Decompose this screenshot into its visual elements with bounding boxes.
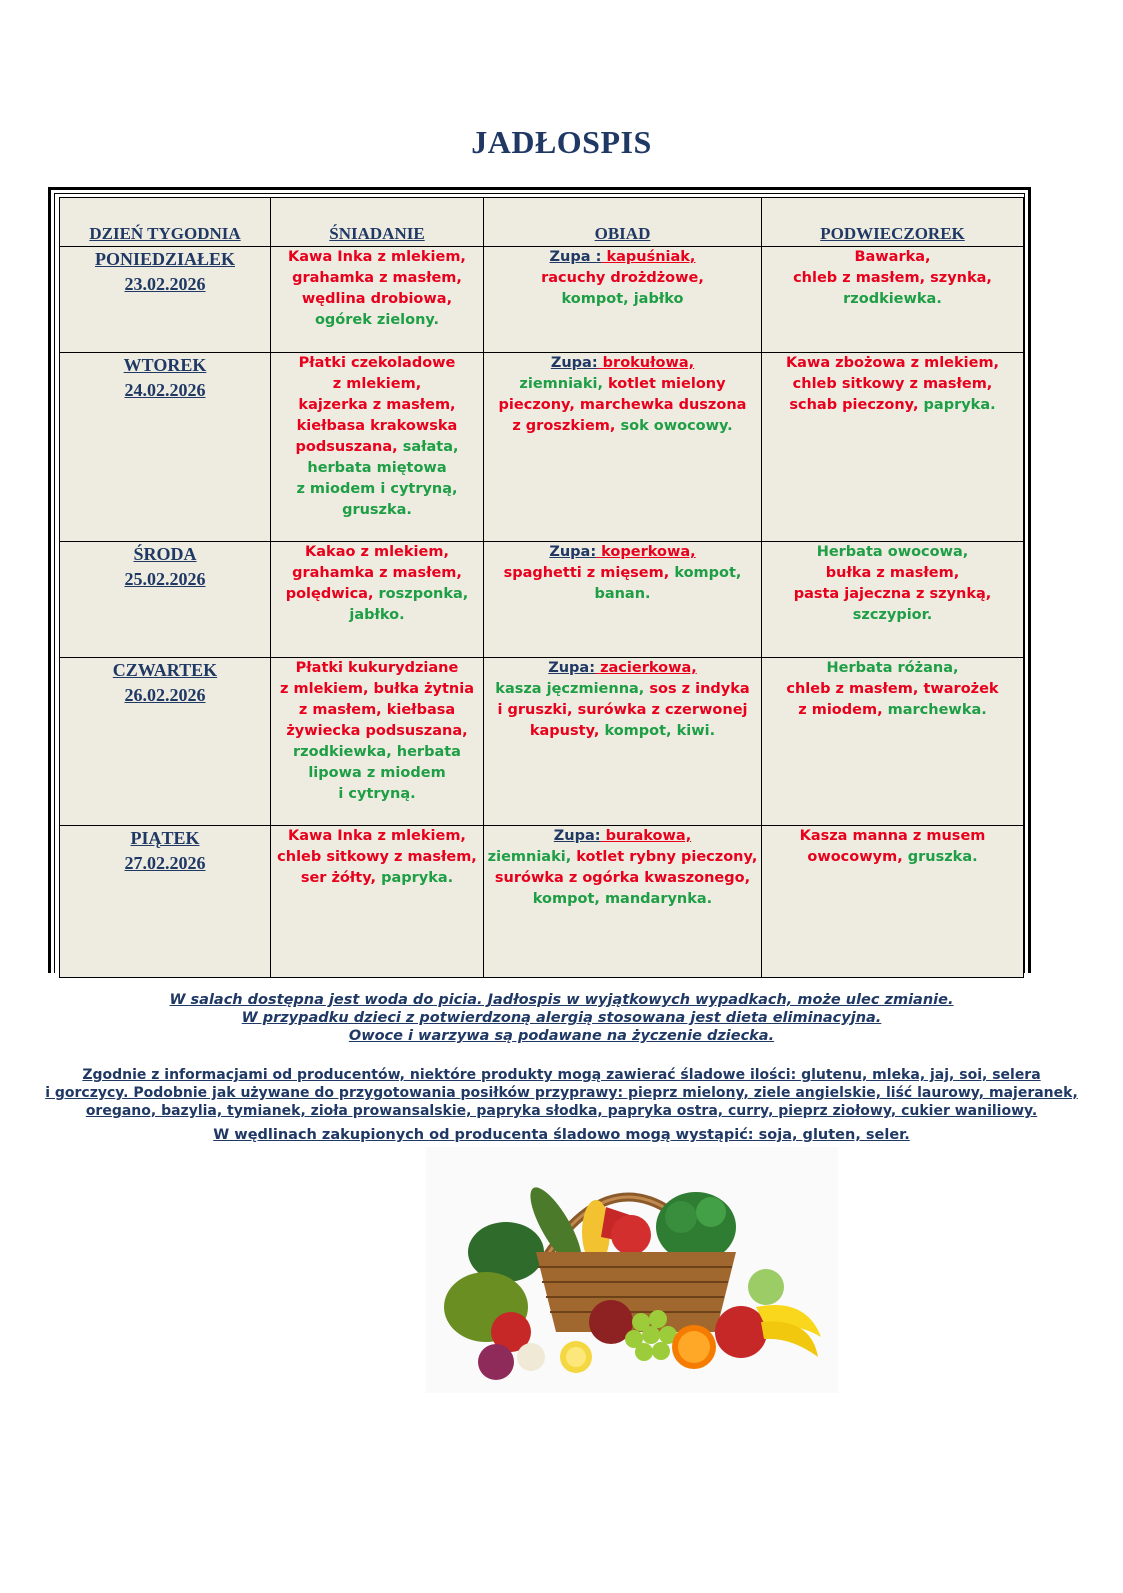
- meal-line: podsuszana,: [295, 439, 398, 455]
- snack-cell: [762, 826, 1024, 978]
- meal-line: z mlekiem,: [332, 376, 422, 392]
- meal-line: kompot,: [669, 565, 742, 581]
- meal-line: chleb sitkowy z masłem,: [277, 849, 477, 865]
- table-row: [60, 247, 1024, 353]
- meal-line: ogórek zielony.: [314, 312, 440, 328]
- meal-line: twarożek: [918, 681, 999, 697]
- meal-line: sos z indyka: [644, 681, 750, 697]
- meal-line: kapusty,: [529, 723, 600, 739]
- fruit-note: Owoce i warzywa są podawane na życzenie dziecka.: [348, 1028, 775, 1044]
- allergy-note: W przypadku dzieci z potwierdzoną alergią stosowana jest dieta eliminacyjna.: [241, 1010, 882, 1026]
- day-name: ŚRODA: [133, 544, 197, 564]
- meal-line: grahamka z masłem,: [292, 565, 462, 581]
- meal-line: Herbata różana,: [826, 660, 959, 676]
- meal-line: schab pieczony,: [789, 397, 919, 413]
- day-cell: [60, 826, 271, 978]
- day-date: 25.02.2026: [124, 569, 206, 589]
- meal-line: rzodkiewka.: [843, 291, 942, 307]
- meal-line: spaghetti z mięsem,: [503, 565, 670, 581]
- lunch-cell: [484, 353, 762, 542]
- water-note: W salach dostępna jest woda do picia. Jadłospis w wyjątkowych wypadkach, może ulec zmianie.: [169, 992, 954, 1008]
- day-cell: [60, 353, 271, 542]
- meal-line: gruszka.: [902, 849, 978, 865]
- meal-line: z groszkiem,: [512, 418, 616, 434]
- meal-line: i cytryną.: [338, 786, 416, 802]
- meal-line: kiełbasa krakowska: [296, 418, 458, 434]
- breakfast-cell: [271, 542, 484, 658]
- lunch-cell: [484, 247, 762, 353]
- meal-line: chleb z masłem,: [786, 681, 919, 697]
- snack-cell: [762, 542, 1024, 658]
- meal-line: żywiecka podsuszana,: [286, 723, 468, 739]
- breakfast-cell: [271, 247, 484, 353]
- soup-label: Zupa:: [548, 660, 596, 676]
- lunch-cell: [484, 542, 762, 658]
- meal-line: i gruszki, surówka z czerwonej: [497, 702, 748, 718]
- soup-name: burakowa,: [600, 828, 692, 844]
- meal-line: pasta jajeczna z szynką,: [793, 586, 992, 602]
- meal-line: lipowa z miodem: [308, 765, 446, 781]
- fruit-basket-image: [426, 1147, 838, 1393]
- lunch-cell: [484, 826, 762, 978]
- meal-line: kajzerka z masłem,: [298, 397, 456, 413]
- meal-line: owocowym,: [807, 849, 903, 865]
- snack-cell: [762, 658, 1024, 826]
- meal-line: Kasza manna z musem: [799, 828, 986, 844]
- meal-line: herbata miętowa: [307, 460, 447, 476]
- meal-line: ser żółty,: [300, 870, 377, 886]
- meal-line: Kawa zbożowa z mlekiem,: [785, 355, 1000, 371]
- day-date: 26.02.2026: [124, 685, 206, 705]
- meal-line: pieczony, marchewka duszona: [498, 397, 747, 413]
- meal-line: kasza jęczmienna,: [495, 681, 645, 697]
- allergens-note-1: Zgodnie z informacjami od producentów, niektóre produkty mogą zawierać śladowe ilości: glutenu, mleka, jaj, soi, selera: [82, 1067, 1041, 1083]
- soup-label: Zupa:: [553, 828, 601, 844]
- header-day: DZIEŃ TYGODNIA: [60, 198, 271, 247]
- day-name: WTOREK: [123, 355, 207, 375]
- soup-name: koperkowa,: [596, 544, 696, 560]
- meal-line: polędwica,: [285, 586, 374, 602]
- day-name: PONIEDZIAŁEK: [94, 249, 236, 269]
- table-row: [60, 542, 1024, 658]
- soup-name: zacierkowa,: [595, 660, 697, 676]
- basket-icon: [426, 1147, 838, 1393]
- breakfast-cell: [271, 658, 484, 826]
- breakfast-cell: [271, 353, 484, 542]
- meal-line: ziemniaki,: [487, 849, 572, 865]
- table-row: [60, 826, 1024, 978]
- table-row: [60, 658, 1024, 826]
- meal-line: gruszka.: [342, 502, 412, 518]
- day-name: CZWARTEK: [112, 660, 218, 680]
- meal-line: Kakao z mlekiem,: [305, 544, 449, 560]
- header-breakfast: ŚNIADANIE: [271, 198, 484, 247]
- day-name: PIĄTEK: [130, 828, 200, 848]
- meal-line: kotlet mielony: [602, 376, 726, 392]
- meal-line: ziemniaki,: [519, 376, 603, 392]
- meal-line: kotlet rybny pieczony,: [571, 849, 758, 865]
- meal-line: szczypior.: [852, 607, 933, 623]
- meal-line: chleb sitkowy z masłem,: [792, 376, 993, 392]
- day-cell: [60, 658, 271, 826]
- table-row: [60, 353, 1024, 542]
- breakfast-cell: [271, 826, 484, 978]
- meal-line: kompot, mandarynka.: [532, 891, 713, 907]
- meal-line: sok owocowy.: [615, 418, 733, 434]
- day-date: 24.02.2026: [124, 380, 206, 400]
- snack-cell: [762, 353, 1024, 542]
- allergens-note-2: i gorczycy. Podobnie jak używane do przygotowania posiłków przyprawy: pieprz mielony, ziele angielskie, liść laurowy, majeranek,: [45, 1085, 1078, 1101]
- meal-line: Płatki kukurydziane: [295, 660, 459, 676]
- meal-line: surówka z ogórka kwaszonego,: [494, 870, 751, 886]
- snack-cell: [762, 247, 1024, 353]
- meal-line: racuchy drożdżowe,: [541, 270, 704, 286]
- meal-line: roszponka,: [373, 586, 469, 602]
- meal-line: Bawarka,: [854, 249, 931, 265]
- day-date: 23.02.2026: [124, 274, 206, 294]
- soup-label: Zupa:: [550, 355, 598, 371]
- header-row: [60, 198, 1024, 247]
- meal-line: jabłko.: [349, 607, 405, 623]
- allergens-note-3: oregano, bazylia, tymianek, zioła prowansalskie, papryka słodka, papryka ostra, curry, pieprz ziołowy, cukier waniliowy.: [85, 1103, 1038, 1119]
- soup-label: Zupa:: [549, 544, 597, 560]
- header-lunch: OBIAD: [484, 198, 762, 247]
- meal-line: kompot, jabłko: [561, 291, 684, 307]
- meal-line: wędlina drobiowa,: [301, 291, 453, 307]
- meal-line: banan.: [594, 586, 651, 602]
- cold-cuts-note: W wędlinach zakupionych od producenta śladowo mogą wystąpić: soja, gluten, seler.: [213, 1127, 910, 1143]
- meal-line: z masłem, kiełbasa: [298, 702, 456, 718]
- lunch-cell: [484, 658, 762, 826]
- meal-line: Kawa Inka z mlekiem,: [288, 249, 466, 265]
- meal-line: Kawa Inka z mlekiem,: [288, 828, 466, 844]
- day-cell: [60, 542, 271, 658]
- page-title: JADŁOSPIS: [471, 124, 652, 160]
- day-cell: [60, 247, 271, 353]
- header-snack: PODWIECZOREK: [762, 198, 1024, 247]
- meal-line: kompot, kiwi.: [599, 723, 716, 739]
- meal-line: z mlekiem, bułka żytnia: [280, 681, 474, 697]
- meal-line: rzodkiewka, herbata: [293, 744, 461, 760]
- meal-line: grahamka z masłem,: [292, 270, 462, 286]
- meal-line: Herbata owocowa,: [816, 544, 969, 560]
- soup-name: kapuśniak,: [601, 249, 696, 265]
- meal-line: papryka.: [918, 397, 996, 413]
- meal-line: marchewka.: [882, 702, 987, 718]
- menu-table: [59, 197, 1024, 978]
- soup-label: Zupa :: [549, 249, 602, 265]
- menu-frame: [48, 187, 1031, 973]
- meal-line: papryka.: [376, 870, 454, 886]
- meal-line: z miodem i cytryną,: [296, 481, 458, 497]
- meal-line: z miodem,: [798, 702, 883, 718]
- meal-line: Płatki czekoladowe: [298, 355, 456, 371]
- meal-line: sałata,: [397, 439, 459, 455]
- meal-line: chleb z masłem, szynka,: [793, 270, 992, 286]
- soup-name: brokułowa,: [597, 355, 695, 371]
- meal-line: bułka z masłem,: [825, 565, 960, 581]
- day-date: 27.02.2026: [124, 853, 206, 873]
